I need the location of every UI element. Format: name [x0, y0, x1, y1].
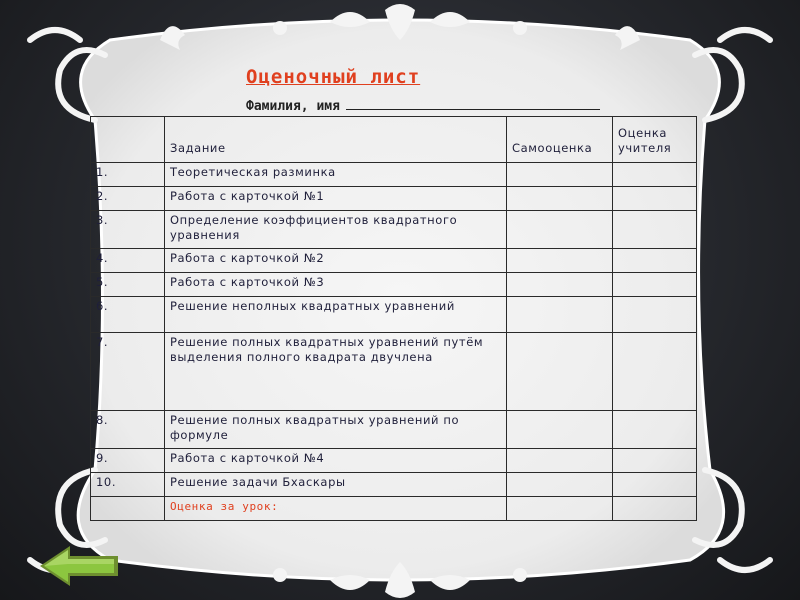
table-row — [91, 333, 697, 411]
table-footer-row — [91, 497, 697, 521]
row-number: 10. — [91, 473, 165, 497]
row-task: Работа с карточкой №2 — [165, 249, 507, 273]
row-number: 4. — [91, 249, 165, 273]
header-number — [91, 117, 165, 163]
table-row — [91, 187, 697, 211]
header-teacher-grade: Оценка учителя — [613, 117, 697, 163]
row-task: Определение коэффициентов квадратного уравнения — [165, 211, 507, 249]
table-row — [91, 249, 697, 273]
teacher-score-cell[interactable] — [613, 273, 697, 297]
row-task: Работа с карточкой №4 — [165, 449, 507, 473]
lesson-grade-text: Оценка за урок: — [170, 500, 279, 513]
footer-empty-cell — [91, 497, 165, 521]
row-task: Решение полных квадратных уравнений путём выделения полного квадрата двучлена — [165, 333, 507, 411]
self-score-cell[interactable] — [507, 297, 613, 333]
self-score-cell[interactable] — [507, 411, 613, 449]
row-task: Решение задачи Бхаскары — [165, 473, 507, 497]
row-number: 2. — [91, 187, 165, 211]
row-task: Решение неполных квадратных уравнений — [165, 297, 507, 333]
table-row — [91, 163, 697, 187]
name-blank-field — [346, 98, 600, 110]
table-row — [91, 297, 697, 333]
teacher-score-cell[interactable] — [613, 333, 697, 411]
page-title: Оценочный лист — [246, 66, 421, 88]
row-task: Работа с карточкой №1 — [165, 187, 507, 211]
teacher-score-cell[interactable] — [613, 163, 697, 187]
teacher-score-cell[interactable] — [613, 249, 697, 273]
self-score-cell[interactable] — [507, 333, 613, 411]
row-task: Решение полных квадратных уравнений по формуле — [165, 411, 507, 449]
left-arrow-icon — [40, 546, 118, 586]
self-score-cell[interactable] — [507, 473, 613, 497]
teacher-score-cell[interactable] — [613, 449, 697, 473]
table-header-row — [91, 117, 697, 163]
teacher-score-cell[interactable] — [613, 411, 697, 449]
grade-table — [90, 116, 697, 521]
teacher-score-cell[interactable] — [613, 473, 697, 497]
teacher-score-cell[interactable] — [613, 187, 697, 211]
row-number: 3. — [91, 211, 165, 249]
lesson-grade-label — [165, 497, 507, 521]
row-number: 9. — [91, 449, 165, 473]
row-task: Теоретическая разминка — [165, 163, 507, 187]
self-score-cell[interactable] — [507, 211, 613, 249]
name-label: Фамилия, имя — [246, 99, 340, 114]
table-row — [91, 473, 697, 497]
self-score-cell[interactable] — [507, 273, 613, 297]
teacher-score-cell[interactable] — [613, 297, 697, 333]
row-number: 8. — [91, 411, 165, 449]
self-score-cell[interactable] — [507, 449, 613, 473]
row-number: 5. — [91, 273, 165, 297]
row-number: 6. — [91, 297, 165, 333]
header-self-assessment: Самооценка — [507, 117, 613, 163]
header-task: Задание — [165, 117, 507, 163]
teacher-score-cell[interactable] — [613, 211, 697, 249]
table-row — [91, 211, 697, 249]
teacher-score-cell[interactable] — [613, 497, 697, 521]
self-score-cell[interactable] — [507, 163, 613, 187]
table-row — [91, 273, 697, 297]
self-score-cell[interactable] — [507, 497, 613, 521]
back-button[interactable] — [36, 542, 122, 590]
row-number: 1. — [91, 163, 165, 187]
row-number: 7. — [91, 333, 165, 411]
student-name-line — [246, 98, 600, 114]
table-row — [91, 411, 697, 449]
row-task: Работа с карточкой №3 — [165, 273, 507, 297]
self-score-cell[interactable] — [507, 249, 613, 273]
self-score-cell[interactable] — [507, 187, 613, 211]
table-row — [91, 449, 697, 473]
